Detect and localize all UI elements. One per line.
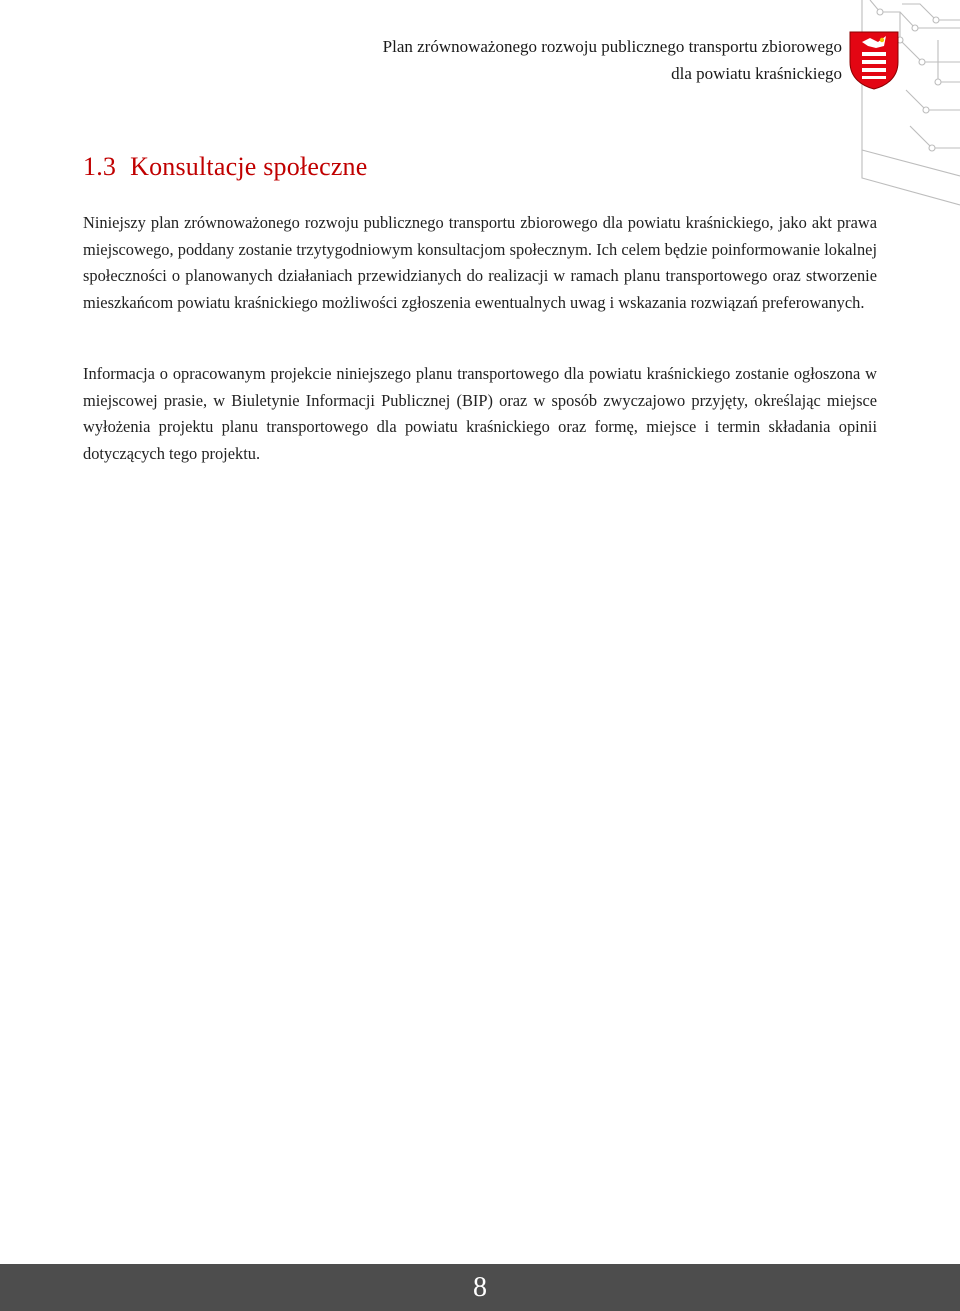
coat-of-arms-icon [848,30,900,90]
running-header [383,33,842,87]
header-title-line2: dla powiatu kraśnickiego [671,64,842,83]
paragraph-consultation-purpose: Niniejszy plan zrównoważonego rozwoju publicznego transportu zbiorowego dla powiatu kraśnickiego, jako akt prawa miejscowego, poddany zostanie trzytygodniowym konsultacjom społecznym. Ich celem będzie poinformowanie lokalnej społeczności o planowanych działaniach przewidzianych do realizacji w ramach planu transportowego oraz stworzenie mieszkańcom powiatu kraśnickiego możliwości zgłoszenia ewentualnych uwag i wskazania rozwiązań preferowanych. [83,213,877,313]
section-title: Konsultacje społeczne [130,152,368,181]
section-number: 1.3 [83,152,117,181]
footer-bar [0,1264,960,1311]
paragraph-publication-info: Informacja o opracowanym projekcie niniejszego planu transportowego dla powiatu kraśnickiego zostanie ogłoszona w miejscowej prasie, w Biuletynie Informacji Publicznej (BIP) oraz w sposób zwyczajowo przyjęty, określając miejsce wyłożenia projektu planu transportowego dla powiatu kraśnickiego oraz formę, miejsce i termin składania opinii dotyczących tego projektu. [83,364,877,464]
header-title-line1: Plan zrównoważonego rozwoju publicznego transportu zbiorowego [382,37,842,56]
page-number: 8 [473,1271,487,1303]
section-heading [83,152,368,182]
